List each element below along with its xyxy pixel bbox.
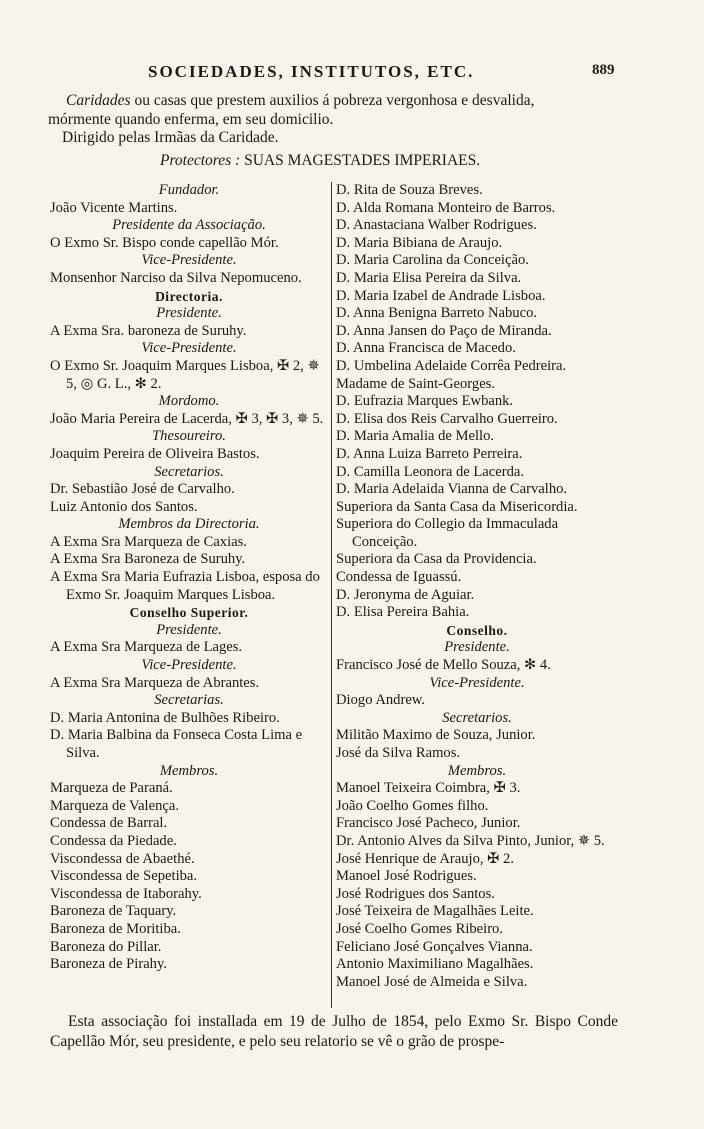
section-heading: Directoria. <box>155 288 223 304</box>
list-item: Baroneza de Moritiba. <box>50 920 181 937</box>
list-item: Francisco José de Mello Souza, ✻ 4. <box>336 657 551 674</box>
protectores-line <box>160 152 620 170</box>
list-item: A Exma Sra. baroneza de Suruhy. <box>50 322 247 339</box>
left-column <box>50 182 328 974</box>
list-item: Diogo Andrew. <box>336 692 426 709</box>
list-item: D. Maria Adelaida Vianna de Carvalho. <box>336 481 568 498</box>
list-item: D. Rita de Souza Breves. <box>336 182 483 198</box>
section-role-heading: Presidente da Associação. <box>112 217 266 234</box>
list-item: Joaquim Pereira de Oliveira Bastos. <box>50 445 260 462</box>
protectores-value: SUAS MAGESTADES IMPERIAES. <box>240 152 481 169</box>
section-heading: Conselho Superior. <box>129 605 249 621</box>
list-item: José Rodrigues dos Santos. <box>336 885 495 902</box>
section-role-heading: Vice-Presidente. <box>141 657 237 674</box>
list-item: A Exma Sra Marqueza de Caxias. <box>50 533 247 550</box>
protectores-label: Protectores : <box>160 152 241 169</box>
section-role-heading: Presidente. <box>156 305 222 322</box>
list-item: Viscondessa de Sepetiba. <box>50 868 198 885</box>
list-item: Monsenhor Narciso da Silva Nepomuceno. <box>50 269 302 286</box>
list-item: Superiora da Santa Casa da Misericordia. <box>336 498 578 515</box>
list-item: Viscondessa de Abaethé. <box>50 850 195 867</box>
list-item: D. Camilla Leonora de Lacerda. <box>336 463 525 480</box>
list-item: A Exma Sra Marqueza de Lages. <box>50 639 243 656</box>
list-item: Superiora da Casa da Providencia. <box>336 551 537 568</box>
right-column <box>336 182 618 991</box>
list-item: José Henrique de Araujo, ✠ 2. <box>336 850 514 867</box>
list-item: D. Eufrazia Marques Ewbank. <box>336 393 514 410</box>
list-item: D. Elisa dos Reis Carvalho Guerreiro. <box>336 410 558 427</box>
section-role-heading: Vice-Presidente. <box>429 674 525 691</box>
section-role-heading: Vice-Presidente. <box>141 252 237 269</box>
section-role-heading: Mordomo. <box>158 393 220 410</box>
list-item: D. Maria Elisa Pereira da Silva. <box>336 269 522 286</box>
list-item: D. Anna Francisca de Macedo. <box>336 340 516 357</box>
list-item: Manoel Teixeira Coimbra, ✠ 3. <box>336 780 521 797</box>
list-item: José Coelho Gomes Ribeiro. <box>336 920 504 937</box>
footer-paragraph <box>50 1012 618 1052</box>
list-item: D. Anastaciana Walber Rodrigues. <box>336 217 537 234</box>
list-item: Militão Maximo de Souza, Junior. <box>336 727 536 744</box>
list-item: A Exma Sra Baroneza de Suruhy. <box>50 551 246 568</box>
running-header <box>0 62 704 86</box>
section-role-heading: Secretarios. <box>154 463 224 480</box>
footer-text: Esta associação foi installada em 19 de Julho de 1854, pelo Exmo Sr. Bispo Conde Capellão Mór, seu presidente, e pelo seu relatorio se vê o grão de prospe- <box>50 1013 618 1050</box>
intro-line-3: Dirigido pelas Irmãas da Caridade. <box>62 129 279 146</box>
list-item: Feliciano José Gonçalves Vianna. <box>336 938 533 955</box>
page-title: SOCIEDADES, INSTITUTOS, ETC. <box>148 62 475 81</box>
section-role-heading: Thesoureiro. <box>152 428 226 445</box>
list-item: Superiora do Collegio da Immaculada Conceição. <box>336 516 559 550</box>
list-item: D. Jeronyma de Aguiar. <box>336 586 475 603</box>
list-item: D. Maria Amalia de Mello. <box>336 428 495 445</box>
list-item: Condessa da Piedade. <box>50 832 177 849</box>
intro-paragraph <box>48 92 620 148</box>
list-item: D. Anna Benigna Barreto Nabuco. <box>336 305 538 322</box>
list-item: João Vicente Martins. <box>50 199 178 216</box>
list-item: Marqueza de Valença. <box>50 797 179 814</box>
intro-line-1 <box>48 92 620 111</box>
list-item: Dr. Antonio Alves da Silva Pinto, Junior, ✵ 5. <box>336 832 605 849</box>
section-role-heading: Membros da Directoria. <box>118 516 260 533</box>
section-role-heading: Secretarios. <box>442 709 512 726</box>
list-item: D. Umbelina Adelaide Corrêa Pedreira. <box>336 357 567 374</box>
section-heading: Conselho. <box>446 622 508 638</box>
section-role-heading: Secretarias. <box>154 692 224 709</box>
list-item: D. Maria Antonina de Bulhões Ribeiro. <box>50 709 280 726</box>
list-item: O Exmo Sr. Bispo conde capellão Mór. <box>50 234 279 251</box>
list-item: Baroneza de Pirahy. <box>50 956 167 973</box>
list-item: Luiz Antonio dos Santos. <box>50 498 198 515</box>
list-item: José da Silva Ramos. <box>336 745 461 761</box>
list-item: Francisco José Pacheco, Junior. <box>336 815 521 832</box>
list-item: D. Anna Jansen do Paço de Miranda. <box>336 322 552 339</box>
list-item: A Exma Sra Marqueza de Abrantes. <box>50 674 260 691</box>
list-item: Madame de Saint-Georges. <box>336 375 495 392</box>
section-role-heading: Membros. <box>159 762 219 779</box>
column-divider <box>331 182 332 1008</box>
list-item: O Exmo Sr. Joaquim Marques Lisboa, ✠ 2, ✵ 5, ◎ G. L., ✻ 2. <box>50 357 320 392</box>
list-item: Viscondessa de Itaborahy. <box>50 885 202 902</box>
list-item: D. Anna Luiza Barreto Perreira. <box>336 445 523 462</box>
list-item: D. Maria Balbina da Fonseca Costa Lima e Silva. <box>50 727 303 761</box>
intro-lead-word: Caridades <box>66 92 131 109</box>
list-item: Condessa de Barral. <box>50 815 168 832</box>
section-role-heading: Presidente. <box>444 639 510 656</box>
intro-line-1-text: ou casas que prestem auxilios á pobreza vergonhosa e desvalida, <box>130 92 535 109</box>
section-role-heading: Presidente. <box>156 621 222 638</box>
intro-line-2: mórmente quando enferma, em seu domicilio. <box>48 110 334 128</box>
list-item: Dr. Sebastião José de Carvalho. <box>50 481 235 498</box>
list-item: Manoel José Rodrigues. <box>336 868 477 885</box>
list-item: D. Elisa Pereira Bahia. <box>336 604 470 621</box>
section-role-heading: Membros. <box>447 762 507 779</box>
list-item: José Teixeira de Magalhães Leite. <box>336 903 534 920</box>
list-item: Marqueza de Paraná. <box>50 780 173 797</box>
list-item: D. Alda Romana Monteiro de Barros. <box>336 199 556 216</box>
list-item: Antonio Maximiliano Magalhães. <box>336 956 534 973</box>
list-item: João Coelho Gomes filho. <box>336 797 489 814</box>
list-item: Manoel José de Almeida e Silva. <box>336 973 528 990</box>
list-item: D. Maria Izabel de Andrade Lisboa. <box>336 287 546 304</box>
list-item: Condessa de Iguassú. <box>336 569 462 586</box>
list-item: A Exma Sra Maria Eufrazia Lisboa, esposa do Exmo Sr. Joaquim Marques Lisboa. <box>50 569 320 603</box>
list-item: D. Maria Bibiana de Araujo. <box>336 234 503 251</box>
list-item: D. Maria Carolina da Conceição. <box>336 252 529 269</box>
list-item: João Maria Pereira de Lacerda, ✠ 3, ✠ 3, ✵ 5. <box>50 410 324 427</box>
section-role-heading: Fundador. <box>158 182 220 198</box>
list-item: Baroneza do Pillar. <box>50 938 162 955</box>
page-number: 889 <box>592 62 615 78</box>
section-role-heading: Vice-Presidente. <box>141 340 237 357</box>
list-item: Baroneza de Taquary. <box>50 903 177 920</box>
